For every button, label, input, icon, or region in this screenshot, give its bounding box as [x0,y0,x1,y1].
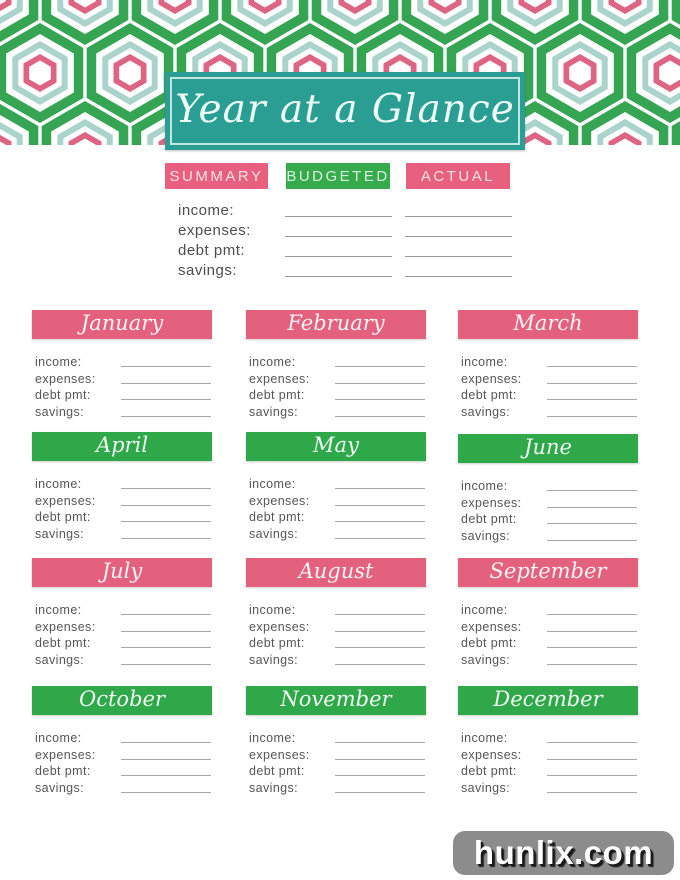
month-banner [246,432,426,461]
month-block-september [458,558,638,667]
fill-in-line[interactable] [547,614,637,615]
month-block-july [32,558,212,667]
month-banner [458,686,638,715]
income-label: income: [461,355,508,370]
expenses-label: expenses: [35,747,96,762]
expenses-label: expenses: [35,619,96,634]
fill-in-line[interactable] [335,759,425,760]
income-label: income: [35,477,82,492]
fill-in-line[interactable] [121,366,211,367]
budgeted-column-header: BUDGETED [286,163,390,189]
title-inner-border [170,77,520,145]
income-label: income: [249,603,296,618]
savings-label: savings: [249,652,299,667]
fill-in-line[interactable] [547,664,637,665]
debt-pmt-label: debt pmt: [35,764,91,779]
income-label: income: [461,479,508,494]
savings-label: savings: [178,262,238,279]
month-name: September [489,559,607,583]
fill-in-line[interactable] [547,759,637,760]
fill-in-line[interactable] [335,538,425,539]
debt-pmt-label: debt pmt: [35,636,91,651]
income-label: income: [249,731,296,746]
income-label: income: [461,603,508,618]
month-block-may [246,432,426,541]
fill-in-line[interactable] [335,488,425,489]
fill-in-line[interactable] [547,792,637,793]
fill-in-line[interactable] [335,664,425,665]
fill-in-line[interactable] [121,614,211,615]
savings-label: savings: [461,780,511,795]
month-name: October [79,687,165,711]
debt-pmt-label: debt pmt: [249,510,305,525]
month-name: April [95,433,149,457]
debt-pmt-label: debt pmt: [249,764,305,779]
fill-in-line[interactable] [335,742,425,743]
month-block-january [32,310,212,419]
fill-in-line[interactable] [121,647,211,648]
debt-pmt-label: debt pmt: [461,636,517,651]
month-banner [458,434,638,463]
month-banner [32,310,212,339]
fill-in-line[interactable] [405,216,512,217]
fill-in-line[interactable] [547,416,637,417]
savings-label: savings: [249,404,299,419]
fill-in-line[interactable] [335,647,425,648]
fill-in-line[interactable] [547,647,637,648]
expenses-label: expenses: [35,493,96,508]
fill-in-line[interactable] [121,664,211,665]
month-name: December [493,687,603,711]
month-banner [458,310,638,339]
month-name: March [513,311,583,335]
fill-in-line[interactable] [335,631,425,632]
month-banner [32,558,212,587]
month-block-october [32,686,212,795]
month-name: May [313,433,359,457]
fill-in-line[interactable] [547,523,637,524]
fill-in-line[interactable] [121,631,211,632]
fill-in-line[interactable] [121,759,211,760]
income-label: income: [249,355,296,370]
fill-in-line[interactable] [285,236,392,237]
title-banner [165,72,525,150]
fill-in-line[interactable] [285,276,392,277]
fill-in-line[interactable] [335,521,425,522]
savings-label: savings: [35,780,85,795]
debt-pmt-label: debt pmt: [35,388,91,403]
savings-label: savings: [249,780,299,795]
debt-pmt-label: debt pmt: [178,242,246,259]
fill-in-line[interactable] [547,399,637,400]
debt-pmt-label: debt pmt: [461,388,517,403]
savings-label: savings: [249,526,299,541]
month-banner [458,558,638,587]
debt-pmt-label: debt pmt: [461,764,517,779]
income-label: income: [461,731,508,746]
expenses-label: expenses: [249,371,310,386]
savings-label: savings: [35,526,85,541]
month-block-february [246,310,426,419]
fill-in-line[interactable] [121,416,211,417]
month-block-august [246,558,426,667]
month-block-march [458,310,638,419]
fill-in-line[interactable] [335,399,425,400]
fill-in-line[interactable] [547,490,637,491]
month-name: January [80,311,164,335]
month-block-april [32,432,212,541]
fill-in-line[interactable] [121,742,211,743]
fill-in-line[interactable] [335,383,425,384]
fill-in-line[interactable] [335,775,425,776]
debt-pmt-label: debt pmt: [249,636,305,651]
summary-row-expenses [0,221,680,239]
savings-label: savings: [35,404,85,419]
fill-in-line[interactable] [405,276,512,277]
fill-in-line[interactable] [121,775,211,776]
month-block-december [458,686,638,795]
fill-in-line[interactable] [547,742,637,743]
fill-in-line[interactable] [547,540,637,541]
fill-in-line[interactable] [405,256,512,257]
watermark: hunlix.com [453,831,674,875]
debt-pmt-label: debt pmt: [35,510,91,525]
savings-label: savings: [461,652,511,667]
expenses-label: expenses: [35,371,96,386]
expenses-label: expenses: [461,747,522,762]
fill-in-line[interactable] [335,792,425,793]
income-label: income: [178,202,235,219]
fill-in-line[interactable] [121,505,211,506]
actual-column-header: ACTUAL [406,163,510,189]
income-label: income: [35,355,82,370]
month-banner [246,686,426,715]
savings-label: savings: [35,652,85,667]
month-block-june [458,434,638,543]
fill-in-line[interactable] [405,236,512,237]
fill-in-line[interactable] [285,216,392,217]
month-banner [32,686,212,715]
expenses-label: expenses: [249,493,310,508]
expenses-label: expenses: [178,222,251,239]
fill-in-line[interactable] [547,775,637,776]
income-label: income: [35,603,82,618]
month-banner [246,310,426,339]
page-title: Year at a Glance [175,86,515,132]
fill-in-line[interactable] [121,538,211,539]
expenses-label: expenses: [461,371,522,386]
fill-in-line[interactable] [547,383,637,384]
income-label: income: [35,731,82,746]
expenses-label: expenses: [461,495,522,510]
fill-in-line[interactable] [547,631,637,632]
fill-in-line[interactable] [335,366,425,367]
fill-in-line[interactable] [121,383,211,384]
month-banner [32,432,212,461]
summary-row-income [0,201,680,219]
month-name: August [298,559,374,583]
savings-label: savings: [461,404,511,419]
income-label: income: [249,477,296,492]
debt-pmt-label: debt pmt: [461,512,517,527]
debt-pmt-label: debt pmt: [249,388,305,403]
expenses-label: expenses: [249,747,310,762]
month-block-november [246,686,426,795]
fill-in-line[interactable] [121,399,211,400]
month-name: November [280,687,392,711]
fill-in-line[interactable] [121,488,211,489]
summary-row-debt-pmt [0,241,680,259]
fill-in-line[interactable] [547,507,637,508]
month-banner [246,558,426,587]
fill-in-line[interactable] [335,614,425,615]
expenses-label: expenses: [249,619,310,634]
fill-in-line[interactable] [335,505,425,506]
fill-in-line[interactable] [547,366,637,367]
fill-in-line[interactable] [285,256,392,257]
savings-label: savings: [461,528,511,543]
summary-row-savings [0,261,680,279]
fill-in-line[interactable] [335,416,425,417]
summary-header-badge: SUMMARY [165,163,268,189]
month-name: February [287,311,385,335]
month-name: June [524,435,572,459]
expenses-label: expenses: [461,619,522,634]
month-name: July [101,559,143,583]
fill-in-line[interactable] [121,792,211,793]
fill-in-line[interactable] [121,521,211,522]
